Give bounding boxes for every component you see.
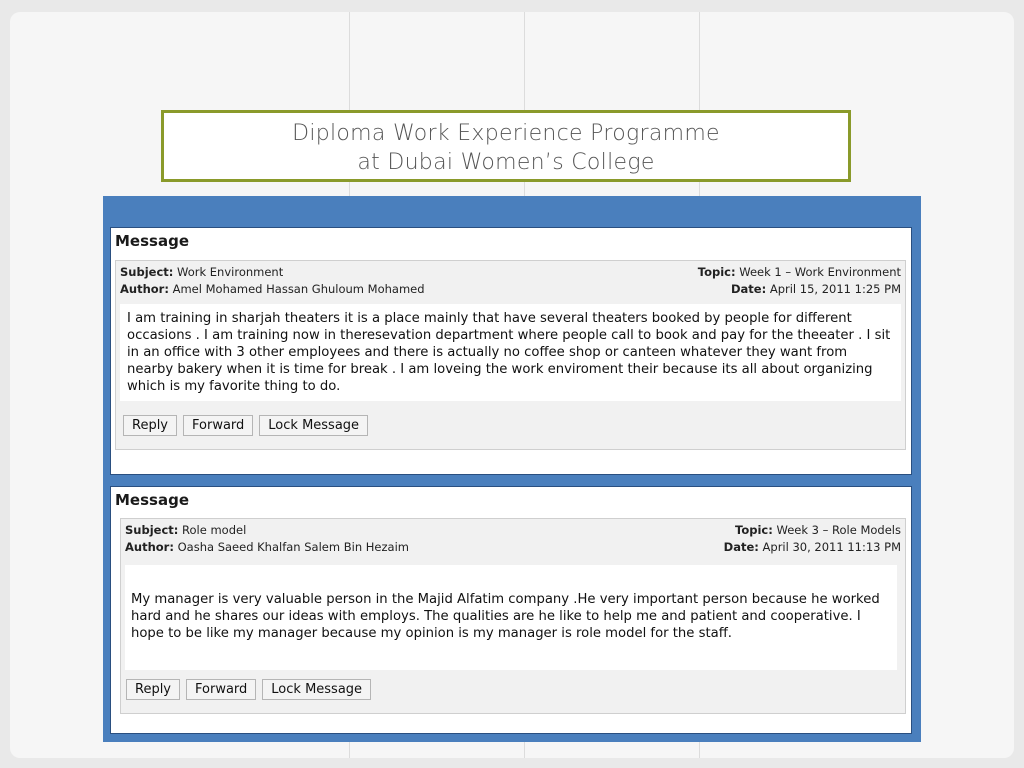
subject-label: Subject: <box>125 523 179 537</box>
subject-line <box>120 264 283 281</box>
subject-value: Work Environment <box>177 265 284 279</box>
message-card-2 <box>120 518 906 714</box>
author-label: Author: <box>125 540 174 554</box>
message-panel-2 <box>110 486 912 734</box>
message-actions <box>123 415 368 436</box>
slide-title-line-1: Diploma Work Experience Programme <box>292 121 720 146</box>
message-card-1 <box>115 260 906 450</box>
subject-value: Role model <box>182 523 247 537</box>
date-line <box>731 281 901 298</box>
screenshot-frame <box>103 196 921 742</box>
author-line <box>120 281 425 298</box>
author-value: Amel Mohamed Hassan Ghuloum Mohamed <box>172 282 425 296</box>
topic-line <box>698 264 901 281</box>
author-line <box>125 539 409 556</box>
lock-message-button[interactable]: Lock Message <box>259 415 368 436</box>
slide-title-box <box>161 110 851 182</box>
topic-label: Topic: <box>697 265 736 279</box>
lock-message-button[interactable]: Lock Message <box>262 679 371 700</box>
date-label: Date: <box>730 282 767 296</box>
topic-label: Topic: <box>735 523 773 537</box>
reply-button[interactable]: Reply <box>123 415 177 436</box>
topic-value: Week 1 – Work Environment <box>739 265 901 279</box>
message-panel-1 <box>110 227 912 475</box>
forward-button[interactable]: Forward <box>183 415 253 436</box>
author-label: Author: <box>120 282 169 296</box>
message-body: My manager is very valuable person in the Majid Alfatim company .He very important person because he worked hard and he shares our ideas with employs. The qualities are he like to help me and patient and cooperative. I hope to be like my manager because my opinion is my manager is role model for the staff. <box>125 565 897 670</box>
date-value: April 15, 2011 1:25 PM <box>769 282 901 296</box>
date-value: April 30, 2011 11:13 PM <box>762 540 901 554</box>
message-heading: Message <box>115 232 189 250</box>
reply-button[interactable]: Reply <box>126 679 180 700</box>
message-actions <box>126 679 371 700</box>
date-line <box>724 539 901 556</box>
date-label: Date: <box>723 540 759 554</box>
author-value: Oasha Saeed Khalfan Salem Bin Hezaim <box>177 540 409 554</box>
slide-title-line-2: at Dubai Women’s College <box>357 150 655 175</box>
topic-line <box>735 522 901 539</box>
subject-label: Subject: <box>120 265 174 279</box>
subject-line <box>125 522 246 539</box>
message-heading: Message <box>115 491 189 509</box>
message-body: I am training in sharjah theaters it is a place mainly that have several theaters booked by people for different occasions . I am training now in theresevation department where people call to book and pay for the theeater . I sit in an office with 3 other employees and there is actually no coffee shop or canteen whatever they want from nearby bakery when it is time for break . I am loveing the work enviroment their because its all about organizing which is my favorite thing to do. <box>120 304 901 401</box>
forward-button[interactable]: Forward <box>186 679 256 700</box>
topic-value: Week 3 – Role Models <box>776 523 901 537</box>
